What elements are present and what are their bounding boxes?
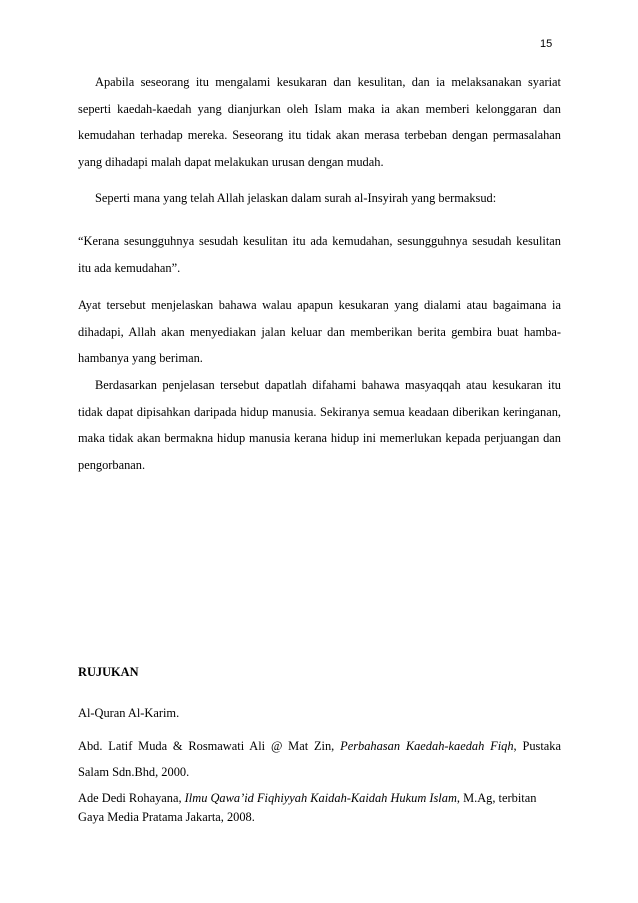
reference-item	[78, 703, 561, 723]
reference-title: Ilmu Qawa’id Fiqhiyyah Kaidah-Kaidah Hukum Islam	[184, 791, 457, 805]
reference-author: Ade Dedi Rohayana,	[78, 791, 185, 805]
page-number: 15	[540, 38, 553, 50]
body-paragraph: Seperti mana yang telah Allah jelaskan dalam surah al-Insyirah yang bermaksud:	[95, 191, 497, 205]
reference-publisher: , M.Ag, terbitan Gaya Media Pratama Jakarta, 2008.	[78, 791, 537, 824]
references-heading: RUJUKAN	[78, 665, 139, 679]
reference-title: Perbahasan Kaedah-kaedah Fiqh	[340, 739, 514, 753]
reference-item	[78, 789, 561, 827]
reference-author: Abd. Latif Muda & Rosmawati Ali @ Mat Zin,	[78, 739, 341, 753]
quote-paragraph: “Kerana sesungguhnya sesudah kesulitan itu ada kemudahan, sesungguhnya sesudah kesulitan itu ada kemudahan”.	[78, 234, 561, 275]
body-paragraph: Ayat tersebut menjelaskan bahawa walau apapun kesukaran yang dialami atau bagaimana ia dihadapi, Allah akan menyediakan jalan keluar dan memberikan berita gembira buat hamba-hambanya yang beriman.	[78, 298, 561, 365]
reference-item	[78, 733, 561, 785]
body-paragraph: Berdasarkan penjelasan tersebut dapatlah difahami bahawa masyaqqah atau kesukaran itu tidak dapat dipisahkan daripada hidup manusia. Sekiranya semua keadaan diberikan keringanan, maka tidak akan bermakna hidup manusia kerana hidup ini memerlukan kepada perjuangan dan pengorbanan.	[78, 378, 561, 472]
reference-publisher: , Pustaka Salam Sdn.Bhd, 2000.	[78, 739, 562, 779]
reference-text: Al-Quran Al-Karim.	[78, 706, 180, 720]
body-paragraph: Apabila seseorang itu mengalami kesukaran dan kesulitan, dan ia melaksanakan syariat seperti kaedah-kaedah yang dianjurkan oleh Islam maka ia akan memberi kelonggaran dan kemudahan terhadap mereka. Seseorang itu tidak akan merasa terbeban dengan permasalahan yang dihadapi malah dapat melakukan urusan dengan mudah.	[78, 75, 561, 169]
